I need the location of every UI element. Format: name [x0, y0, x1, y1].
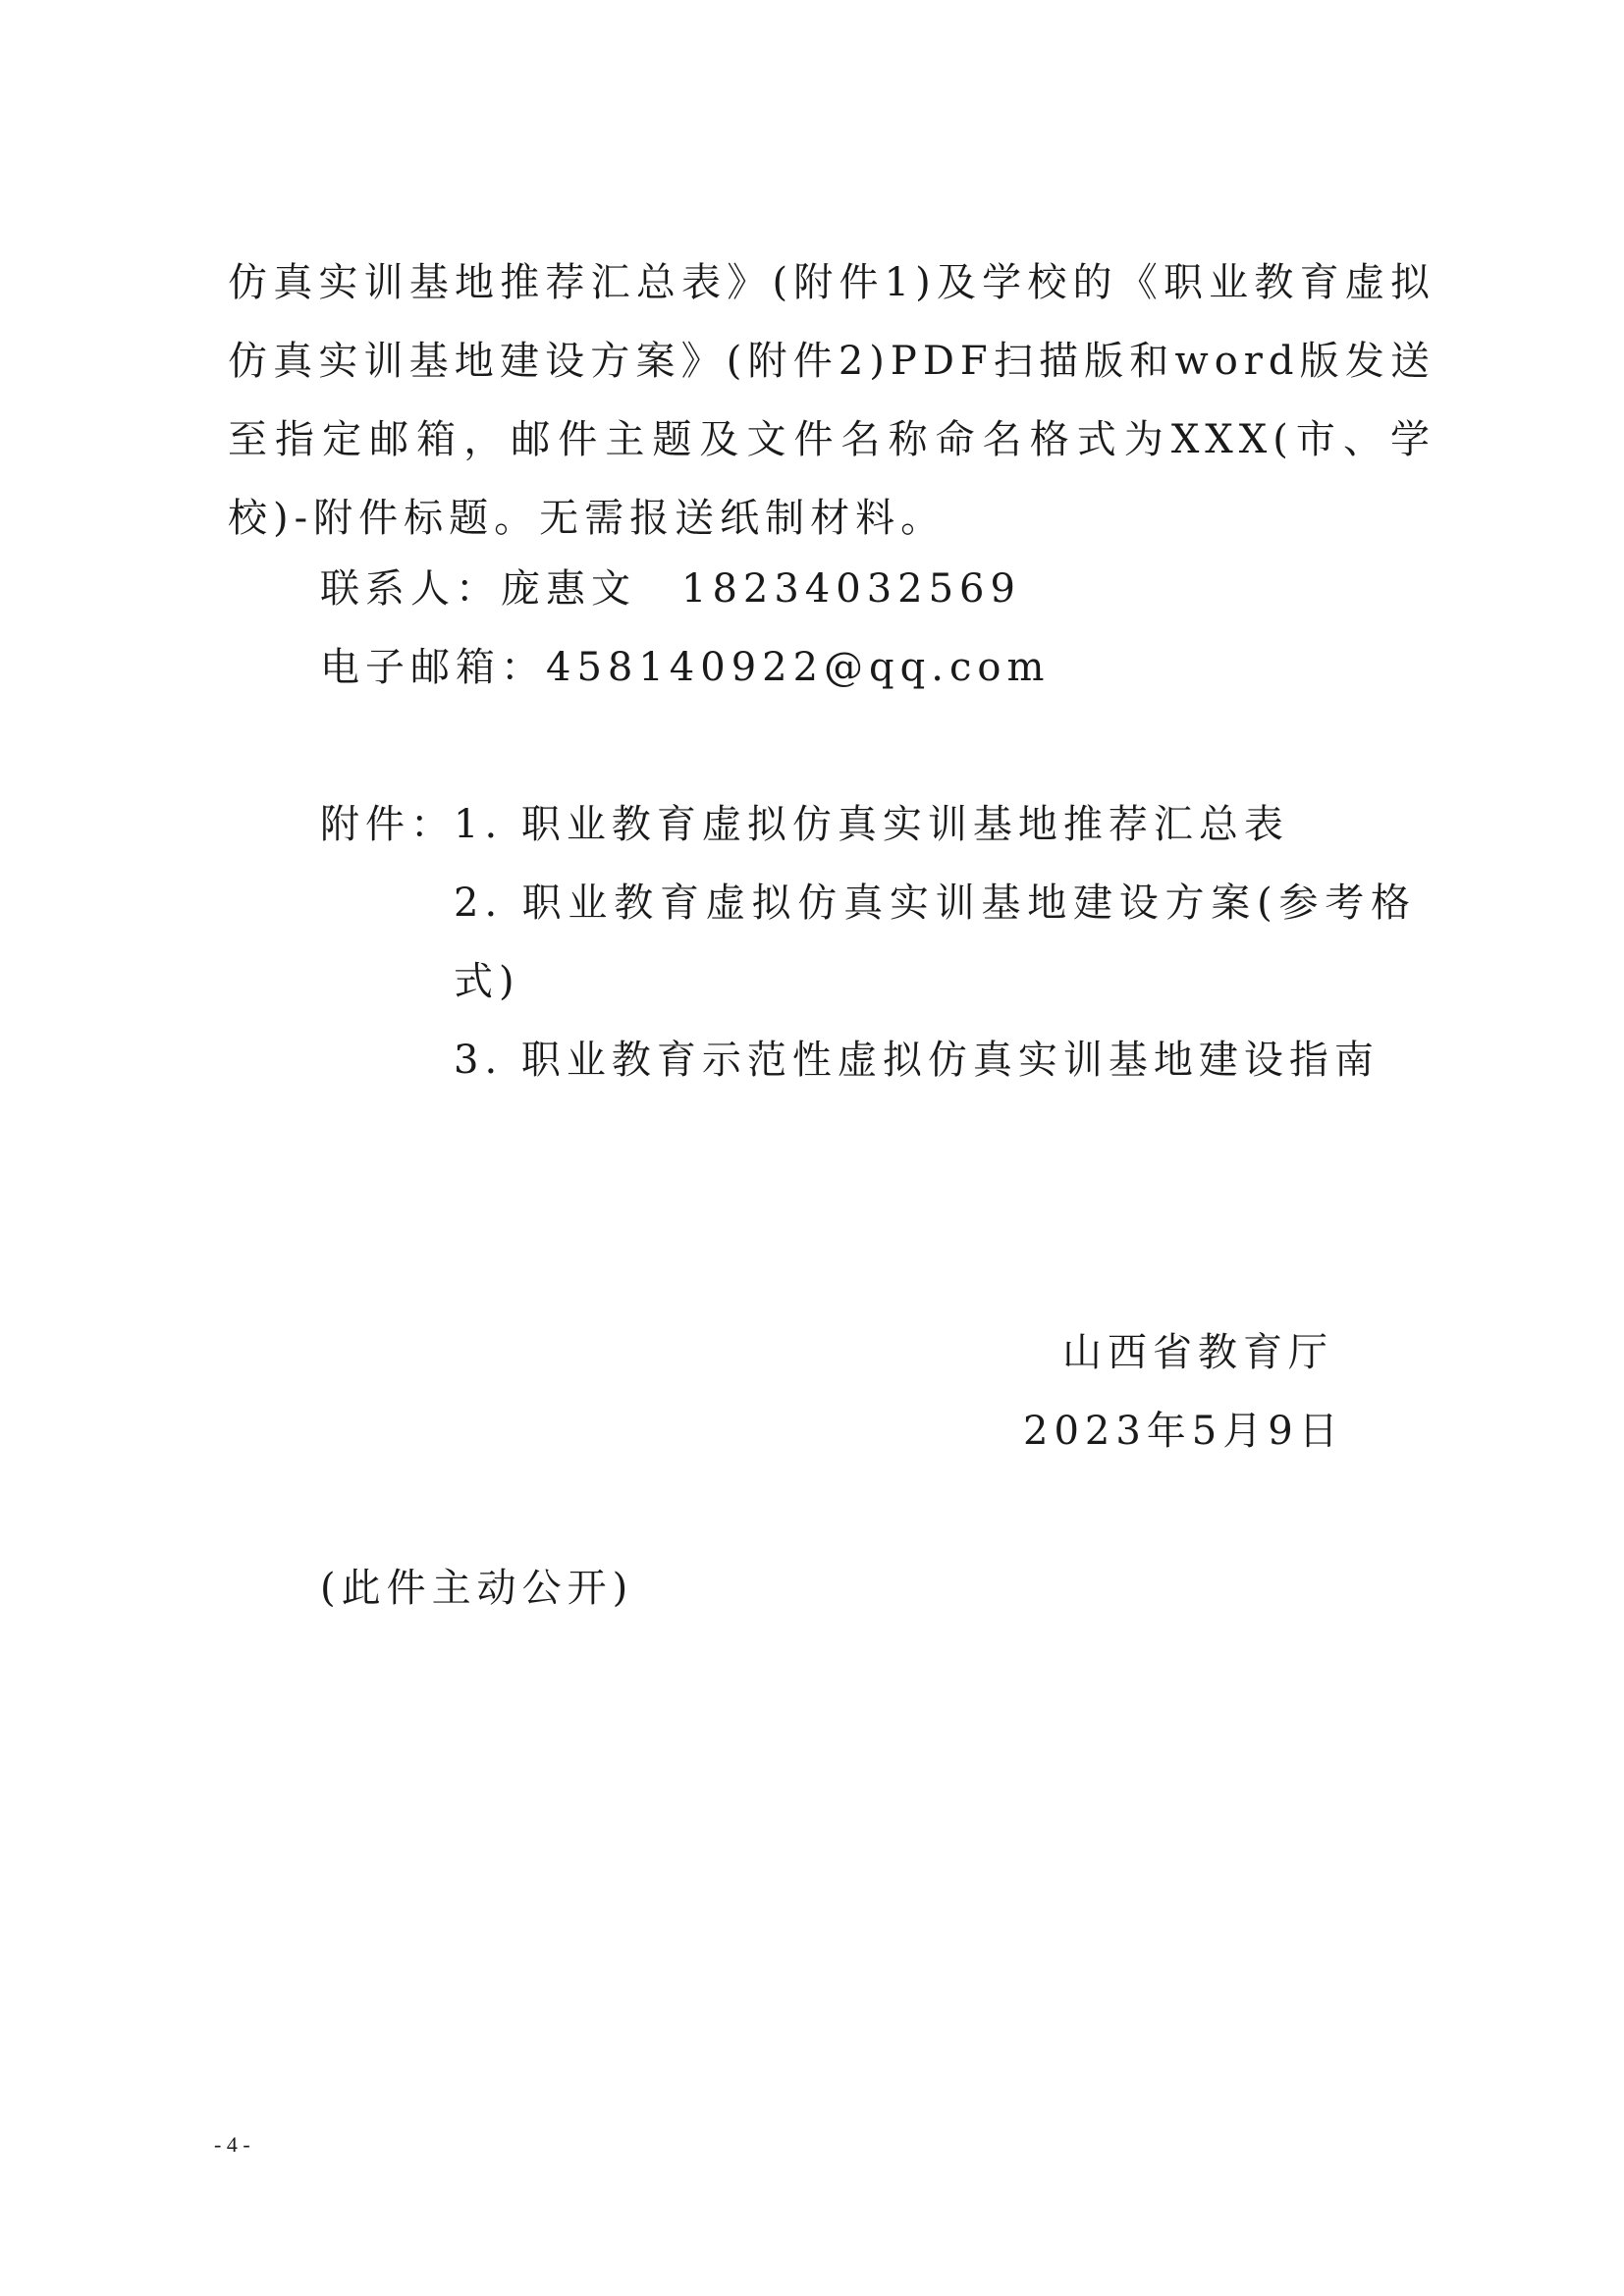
- attachment-item-1: 1. 职业教育虚拟仿真实训基地推荐汇总表: [454, 802, 1289, 847]
- issuer-name: 山西省教育厅: [1062, 1330, 1333, 1375]
- body-paragraph: 仿真实训基地推荐汇总表》(附件1)及学校的《职业教育虚拟仿真实训基地建设方案》(附件2)PDF扫描版和word版发送至指定邮箱，邮件主题及文件名称命名格式为XXX(市、学校)-附件标题。无需报送纸制材料。: [228, 260, 1435, 541]
- attachment-item-3: 3. 职业教育示范性虚拟仿真实训基地建设指南: [454, 1038, 1380, 1083]
- contact-person-line: 联系人：庞惠文 18234032569: [320, 566, 1021, 612]
- page-number: - 4 -: [214, 2132, 250, 2157]
- issue-date: 2023年5月9日: [1023, 1409, 1344, 1454]
- attachments-label: 附件：: [320, 802, 456, 847]
- attachment-item-2: 2. 职业教育虚拟仿真实训基地建设方案(参考格式): [454, 881, 1416, 1004]
- contact-email-line: 电子邮箱：458140922@qq.com: [320, 645, 1051, 690]
- disclosure-note: (此件主动公开): [320, 1566, 634, 1611]
